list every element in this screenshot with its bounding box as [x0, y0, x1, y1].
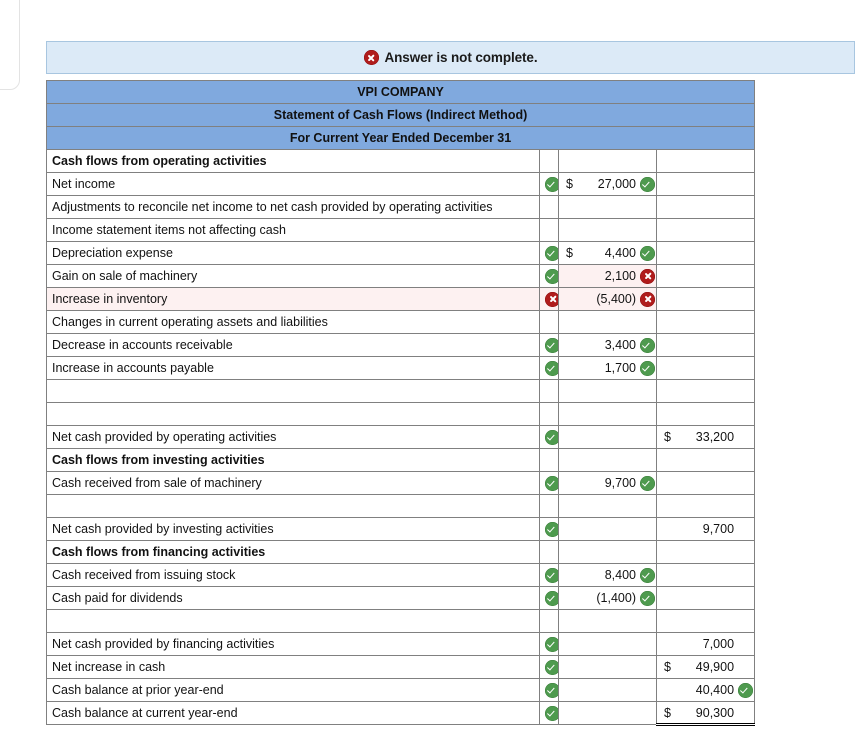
table-row	[47, 587, 755, 610]
answer-status-banner	[46, 41, 855, 74]
amount-value: (1,400)	[596, 591, 636, 605]
row-label-text: Net increase in cash	[52, 660, 166, 674]
statement-header-row	[47, 127, 755, 150]
error-circle-icon	[364, 50, 379, 65]
row-label-cell[interactable]	[47, 702, 540, 725]
row-label-cell[interactable]	[47, 288, 540, 311]
table-row	[47, 219, 755, 242]
row-total-cell[interactable]	[657, 357, 755, 380]
row-label-text: Cash flows from investing activities	[52, 453, 265, 467]
table-row	[47, 541, 755, 564]
row-label-text: Decrease in accounts receivable	[52, 338, 233, 352]
row-amount-cell[interactable]	[559, 472, 657, 495]
correct-check-icon	[545, 660, 559, 675]
row-label-text: Net cash provided by financing activities	[52, 637, 275, 651]
row-label-cell[interactable]	[47, 679, 540, 702]
table-row	[47, 311, 755, 334]
total-currency-symbol: $	[664, 430, 671, 444]
row-label-grade-cell	[540, 219, 559, 242]
statement-header-line: For Current Year Ended December 31	[47, 127, 755, 150]
row-label-cell[interactable]	[47, 173, 540, 196]
amount-value: 27,000	[597, 177, 636, 191]
correct-check-icon	[545, 683, 559, 698]
row-amount-cell[interactable]	[559, 380, 657, 403]
correct-check-icon	[545, 568, 559, 583]
row-label-cell[interactable]	[47, 357, 540, 380]
row-label-cell[interactable]	[47, 380, 540, 403]
row-amount-cell[interactable]	[559, 449, 657, 472]
table-row	[47, 518, 755, 541]
row-amount-cell[interactable]	[559, 541, 657, 564]
row-amount-cell[interactable]	[559, 610, 657, 633]
row-label-text: Cash received from sale of machinery	[52, 476, 262, 490]
row-label-cell[interactable]	[47, 495, 540, 518]
row-label-cell[interactable]	[47, 518, 540, 541]
statement-header-row	[47, 104, 755, 127]
row-label-text: Income statement items not affecting cash	[52, 223, 286, 237]
row-total-cell[interactable]	[657, 173, 755, 196]
table-row	[47, 495, 755, 518]
row-label-grade-cell	[540, 472, 559, 495]
row-label-cell[interactable]	[47, 449, 540, 472]
row-label-grade-cell	[540, 150, 559, 173]
table-row	[47, 702, 755, 725]
table-row	[47, 196, 755, 219]
row-total-cell[interactable]	[657, 403, 755, 426]
row-label-cell[interactable]	[47, 426, 540, 449]
row-label-grade-cell	[540, 702, 559, 725]
incorrect-x-icon	[545, 292, 559, 307]
correct-check-icon	[545, 430, 559, 445]
row-label-cell[interactable]	[47, 587, 540, 610]
cash-flow-statement-table	[46, 80, 755, 726]
total-value: 90,300	[695, 705, 735, 720]
statement-header-line: Statement of Cash Flows (Indirect Method)	[47, 104, 755, 127]
row-label-text: Cash flows from operating activities	[52, 154, 267, 168]
row-total-cell[interactable]	[657, 288, 755, 311]
row-total-cell[interactable]	[657, 150, 755, 173]
table-row	[47, 449, 755, 472]
row-label-text: Net cash provided by investing activities	[52, 522, 274, 536]
correct-check-icon	[545, 361, 559, 376]
row-total-cell[interactable]	[657, 587, 755, 610]
row-label-cell[interactable]	[47, 403, 540, 426]
row-total-cell[interactable]	[657, 219, 755, 242]
row-total-cell[interactable]	[657, 334, 755, 357]
row-amount-cell[interactable]	[559, 288, 657, 311]
table-row	[47, 564, 755, 587]
row-amount-cell[interactable]	[559, 196, 657, 219]
row-label-cell[interactable]	[47, 334, 540, 357]
row-label-cell[interactable]	[47, 311, 540, 334]
row-total-cell[interactable]	[657, 633, 755, 656]
row-amount-cell[interactable]	[559, 403, 657, 426]
amount-value: 4,400	[604, 246, 636, 260]
correct-check-icon	[545, 637, 559, 652]
row-total-cell[interactable]	[657, 196, 755, 219]
answer-status-text: Answer is not complete.	[384, 50, 538, 65]
row-total-cell[interactable]	[657, 449, 755, 472]
total-currency-symbol: $	[664, 660, 671, 674]
row-total-cell[interactable]	[657, 702, 755, 725]
correct-check-icon	[545, 177, 559, 192]
correct-check-icon	[640, 177, 655, 192]
table-row	[47, 357, 755, 380]
row-label-text: Adjustments to reconcile net income to net cash provided by operating activities	[52, 200, 493, 214]
row-amount-cell[interactable]	[559, 518, 657, 541]
correct-check-icon	[545, 338, 559, 353]
statement-body	[47, 81, 755, 725]
table-row	[47, 633, 755, 656]
row-amount-cell[interactable]	[559, 587, 657, 610]
row-amount-cell[interactable]	[559, 150, 657, 173]
amount-currency-symbol: $	[566, 246, 573, 260]
row-label-grade-cell	[540, 541, 559, 564]
row-label-cell[interactable]	[47, 242, 540, 265]
correct-check-icon	[545, 591, 559, 606]
row-amount-cell[interactable]	[559, 173, 657, 196]
table-row	[47, 173, 755, 196]
table-row	[47, 472, 755, 495]
amount-grade-marker	[639, 177, 656, 192]
row-total-cell[interactable]	[657, 265, 755, 288]
row-label-grade-cell	[540, 518, 559, 541]
row-total-cell[interactable]	[657, 564, 755, 587]
amount-grade-marker	[639, 292, 656, 307]
row-label-cell[interactable]	[47, 610, 540, 633]
row-label-cell[interactable]	[47, 196, 540, 219]
row-amount-cell[interactable]	[559, 633, 657, 656]
total-currency-symbol: $	[664, 705, 671, 720]
row-amount-cell[interactable]	[559, 495, 657, 518]
statement-header-line: VPI COMPANY	[47, 81, 755, 104]
row-total-cell[interactable]	[657, 541, 755, 564]
row-label-cell[interactable]	[47, 541, 540, 564]
amount-grade-marker	[639, 361, 656, 376]
correct-check-icon	[545, 246, 559, 261]
incorrect-x-icon	[640, 292, 655, 307]
row-label-grade-cell	[540, 403, 559, 426]
table-row	[47, 679, 755, 702]
correct-check-icon	[545, 706, 559, 721]
row-label-grade-cell	[540, 610, 559, 633]
row-total-cell[interactable]	[657, 242, 755, 265]
correct-check-icon	[640, 361, 655, 376]
correct-check-icon	[738, 683, 753, 698]
total-value: 40,400	[695, 683, 735, 697]
table-row	[47, 656, 755, 679]
row-label-text: Depreciation expense	[52, 246, 173, 260]
row-label-grade-cell	[540, 357, 559, 380]
row-total-cell[interactable]	[657, 679, 755, 702]
row-amount-cell[interactable]	[559, 357, 657, 380]
amount-value: (5,400)	[596, 292, 636, 306]
row-amount-cell[interactable]	[559, 656, 657, 679]
amount-grade-marker	[639, 476, 656, 491]
row-label-grade-cell	[540, 426, 559, 449]
amount-grade-marker	[639, 269, 656, 284]
total-value: 33,200	[695, 430, 735, 444]
row-label-grade-cell	[540, 564, 559, 587]
table-row	[47, 150, 755, 173]
row-label-text: Net cash provided by operating activities	[52, 430, 277, 444]
table-row	[47, 610, 755, 633]
correct-check-icon	[640, 568, 655, 583]
amount-grade-marker	[639, 591, 656, 606]
row-amount-cell[interactable]	[559, 265, 657, 288]
table-row	[47, 426, 755, 449]
row-label-grade-cell	[540, 633, 559, 656]
row-amount-cell[interactable]	[559, 679, 657, 702]
row-label-text: Cash flows from financing activities	[52, 545, 266, 559]
row-amount-cell[interactable]	[559, 311, 657, 334]
correct-check-icon	[545, 522, 559, 537]
table-row	[47, 265, 755, 288]
row-label-grade-cell	[540, 380, 559, 403]
amount-grade-marker	[639, 338, 656, 353]
row-total-cell[interactable]	[657, 656, 755, 679]
correct-check-icon	[640, 476, 655, 491]
row-label-grade-cell	[540, 679, 559, 702]
row-label-text: Cash received from issuing stock	[52, 568, 236, 582]
row-label-cell[interactable]	[47, 472, 540, 495]
table-row	[47, 403, 755, 426]
row-label-grade-cell	[540, 495, 559, 518]
row-label-cell[interactable]	[47, 219, 540, 242]
row-amount-cell[interactable]	[559, 334, 657, 357]
row-label-text: Increase in accounts payable	[52, 361, 214, 375]
total-value: 9,700	[702, 522, 735, 536]
row-amount-cell[interactable]	[559, 242, 657, 265]
amount-value: 3,400	[604, 338, 636, 352]
row-label-text: Cash paid for dividends	[52, 591, 183, 605]
row-total-cell[interactable]	[657, 495, 755, 518]
row-amount-cell[interactable]	[559, 219, 657, 242]
table-row	[47, 288, 755, 311]
amount-value: 1,700	[604, 361, 636, 375]
amount-currency-symbol: $	[566, 177, 573, 191]
left-panel-edge	[0, 0, 20, 90]
row-label-grade-cell	[540, 449, 559, 472]
row-total-cell[interactable]	[657, 426, 755, 449]
correct-check-icon	[640, 591, 655, 606]
row-amount-cell[interactable]	[559, 426, 657, 449]
row-label-text: Increase in inventory	[52, 292, 168, 306]
correct-check-icon	[640, 246, 655, 261]
row-total-cell[interactable]	[657, 380, 755, 403]
statement-header-row	[47, 81, 755, 104]
row-label-grade-cell	[540, 656, 559, 679]
row-total-cell[interactable]	[657, 610, 755, 633]
amount-grade-marker	[639, 568, 656, 583]
row-label-cell[interactable]	[47, 564, 540, 587]
table-row	[47, 242, 755, 265]
row-label-text: Changes in current operating assets and liabilities	[52, 315, 328, 329]
row-label-grade-cell	[540, 587, 559, 610]
row-label-text: Gain on sale of machinery	[52, 269, 198, 283]
incorrect-x-icon	[640, 269, 655, 284]
correct-check-icon	[640, 338, 655, 353]
row-label-grade-cell	[540, 334, 559, 357]
row-label-text: Net income	[52, 177, 116, 191]
table-row	[47, 380, 755, 403]
row-label-grade-cell	[540, 173, 559, 196]
table-row	[47, 334, 755, 357]
amount-grade-marker	[639, 246, 656, 261]
row-label-text: Cash balance at prior year-end	[52, 683, 224, 697]
amount-value: 2,100	[604, 269, 636, 283]
correct-check-icon	[545, 476, 559, 491]
row-label-cell[interactable]	[47, 656, 540, 679]
amount-value: 8,400	[604, 568, 636, 582]
total-value: 7,000	[702, 637, 735, 651]
row-total-cell[interactable]	[657, 472, 755, 495]
row-amount-cell[interactable]	[559, 702, 657, 725]
row-label-grade-cell	[540, 265, 559, 288]
row-label-text: Cash balance at current year-end	[52, 706, 238, 720]
correct-check-icon	[545, 269, 559, 284]
row-label-cell[interactable]	[47, 633, 540, 656]
row-label-grade-cell	[540, 196, 559, 219]
row-label-grade-cell	[540, 311, 559, 334]
total-value: 49,900	[695, 660, 735, 674]
amount-value: 9,700	[604, 476, 636, 490]
row-label-cell[interactable]	[47, 150, 540, 173]
row-amount-cell[interactable]	[559, 564, 657, 587]
row-label-cell[interactable]	[47, 265, 540, 288]
row-total-cell[interactable]	[657, 518, 755, 541]
row-total-cell[interactable]	[657, 311, 755, 334]
row-label-grade-cell	[540, 242, 559, 265]
row-label-grade-cell	[540, 288, 559, 311]
total-grade-marker	[737, 683, 754, 698]
